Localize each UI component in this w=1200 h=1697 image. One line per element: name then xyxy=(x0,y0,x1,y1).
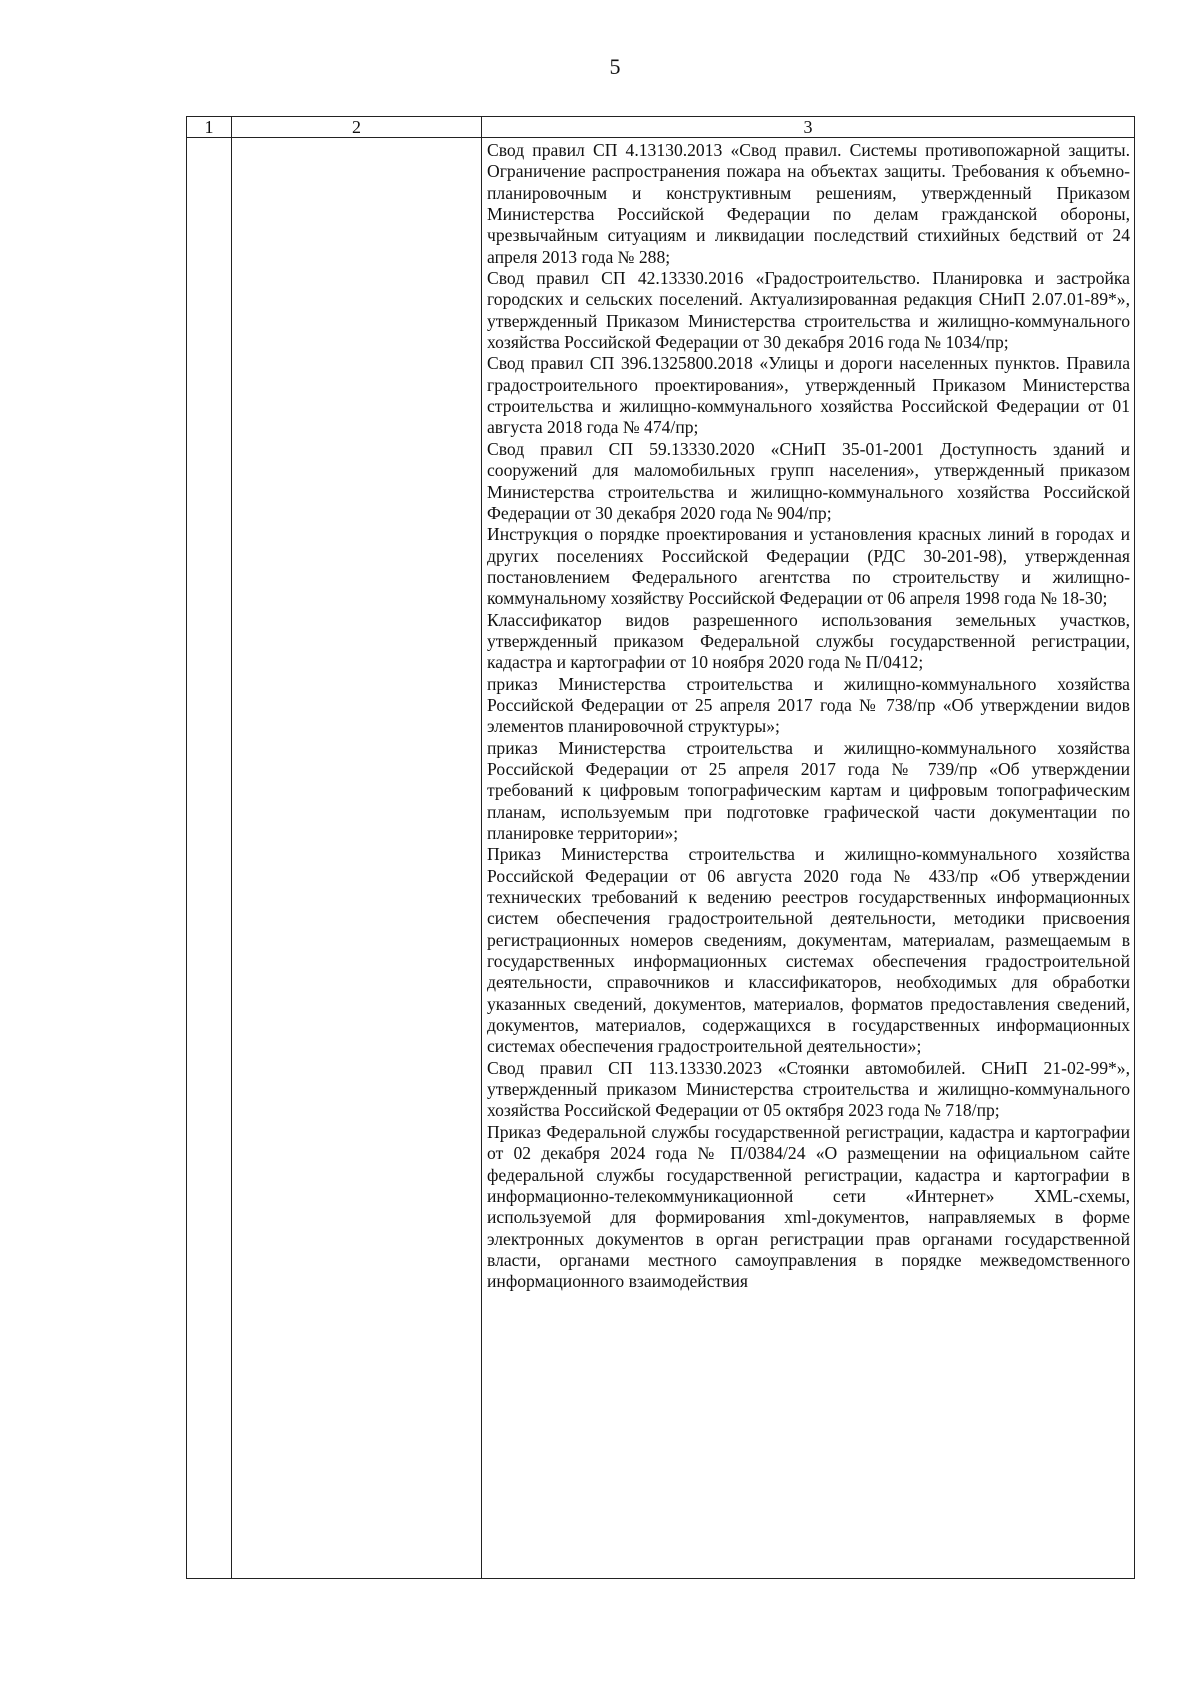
header-cell-3: 3 xyxy=(482,117,1135,138)
cell-col-1 xyxy=(187,138,232,1579)
regulation-item: Свод правил СП 4.13130.2013 «Свод правил. Системы противопожарной защиты. Ограничение распространения пожара на объектах защиты. Требования к объемно-планировочным и конструктивным решениям, утвержденный Приказом Министерства Российской Федерации по делам гражданской обороны, чрезвычайным ситуациям и ликвидации последствий стихийных бедствий от 24 апреля 2013 года № 288; xyxy=(487,140,1130,267)
header-cell-1: 1 xyxy=(187,117,232,138)
regulations-list xyxy=(482,138,1134,1293)
regulation-item: Классификатор видов разрешенного использования земельных участков, утвержденный приказом Федеральной службы государственной регистрации, кадастра и картографии от 10 ноября 2020 года № П/0412; xyxy=(487,609,1130,673)
regulation-item: Свод правил СП 42.13330.2016 «Градостроительство. Планировка и застройка городских и сельских поселений. Актуализированная редакция СНиП 2.07.01-89*», утвержденный Приказом Министерства строительства и жилищно-коммунального хозяйства Российской Федерации от 30 декабря 2016 года № 1034/пр; xyxy=(487,268,1130,353)
header-cell-2: 2 xyxy=(232,117,482,138)
regulation-item: Свод правил СП 113.13330.2023 «Стоянки автомобилей. СНиП 21-02-99*», утвержденный приказом Министерства строительства и жилищно-коммунального хозяйства Российской Федерации от 05 октября 2023 года № 718/пр; xyxy=(487,1057,1130,1121)
regulation-item: Инструкция о порядке проектирования и установления красных линий в городах и других поселениях Российской Федерации (РДС 30-201-98), утвержденная постановлением Федерального агентства по строительству и жилищно-коммунальному хозяйству Российской Федерации от 06 апреля 1998 года № 18-30; xyxy=(487,524,1130,609)
regulation-item: приказ Министерства строительства и жилищно-коммунального хозяйства Российской Федерации от 25 апреля 2017 года № 738/пр «Об утверждении видов элементов планировочной структуры»; xyxy=(487,673,1130,737)
regulation-item: Свод правил СП 396.1325800.2018 «Улицы и дороги населенных пунктов. Правила градостроительного проектирования», утвержденный Приказом Министерства строительства и жилищно-коммунального хозяйства Российской Федерации от 01 августа 2018 года № 474/пр; xyxy=(487,353,1130,438)
regulation-item: Приказ Министерства строительства и жилищно-коммунального хозяйства Российской Федерации от 06 августа 2020 года № 433/пр «Об утверждении технических требований к ведению реестров государственных информационных систем обеспечения градостроительной деятельности, методики присвоения регистрационных номеров сведениям, документам, материалам, размещаемым в государственных информационных системах обеспечения градостроительной деятельности, справочников и классификаторов, необходимых для обработки указанных сведений, документов, материалов, форматов предоставления сведений, документов, материалов, содержащихся в государственных информационных системах обеспечения градостроительной деятельности»; xyxy=(487,844,1130,1057)
page-number: 5 xyxy=(609,54,621,79)
cell-col-2 xyxy=(232,138,482,1579)
table-header-row xyxy=(187,117,1135,138)
table-row xyxy=(187,138,1135,1579)
document-table xyxy=(186,116,1135,1579)
regulation-item: приказ Министерства строительства и жилищно-коммунального хозяйства Российской Федерации от 25 апреля 2017 года № 739/пр «Об утверждении требований к цифровым топографическим картам и цифровым топографическим планам, используемым при подготовке графической части документации по планировке территории»; xyxy=(487,737,1130,843)
regulation-item: Приказ Федеральной службы государственной регистрации, кадастра и картографии от 02 декабря 2024 года № П/0384/24 «О размещении на официальном сайте федеральной службы государственной регистрации, кадастра и картографии в информационно-телекоммуникационной сети «Интернет» XML-схемы, используемой для формирования xml-документов, направляемых в форме электронных документов в орган регистрации прав органами государственной власти, органами местного самоуправления в порядке межведомственного информационного взаимодействия xyxy=(487,1121,1130,1292)
cell-col-3 xyxy=(482,138,1135,1579)
regulation-item: Свод правил СП 59.13330.2020 «СНиП 35-01-2001 Доступность зданий и сооружений для маломобильных групп населения», утвержденный приказом Министерства строительства и жилищно-коммунального хозяйства Российской Федерации от 30 декабря 2020 года № 904/пр; xyxy=(487,438,1130,523)
